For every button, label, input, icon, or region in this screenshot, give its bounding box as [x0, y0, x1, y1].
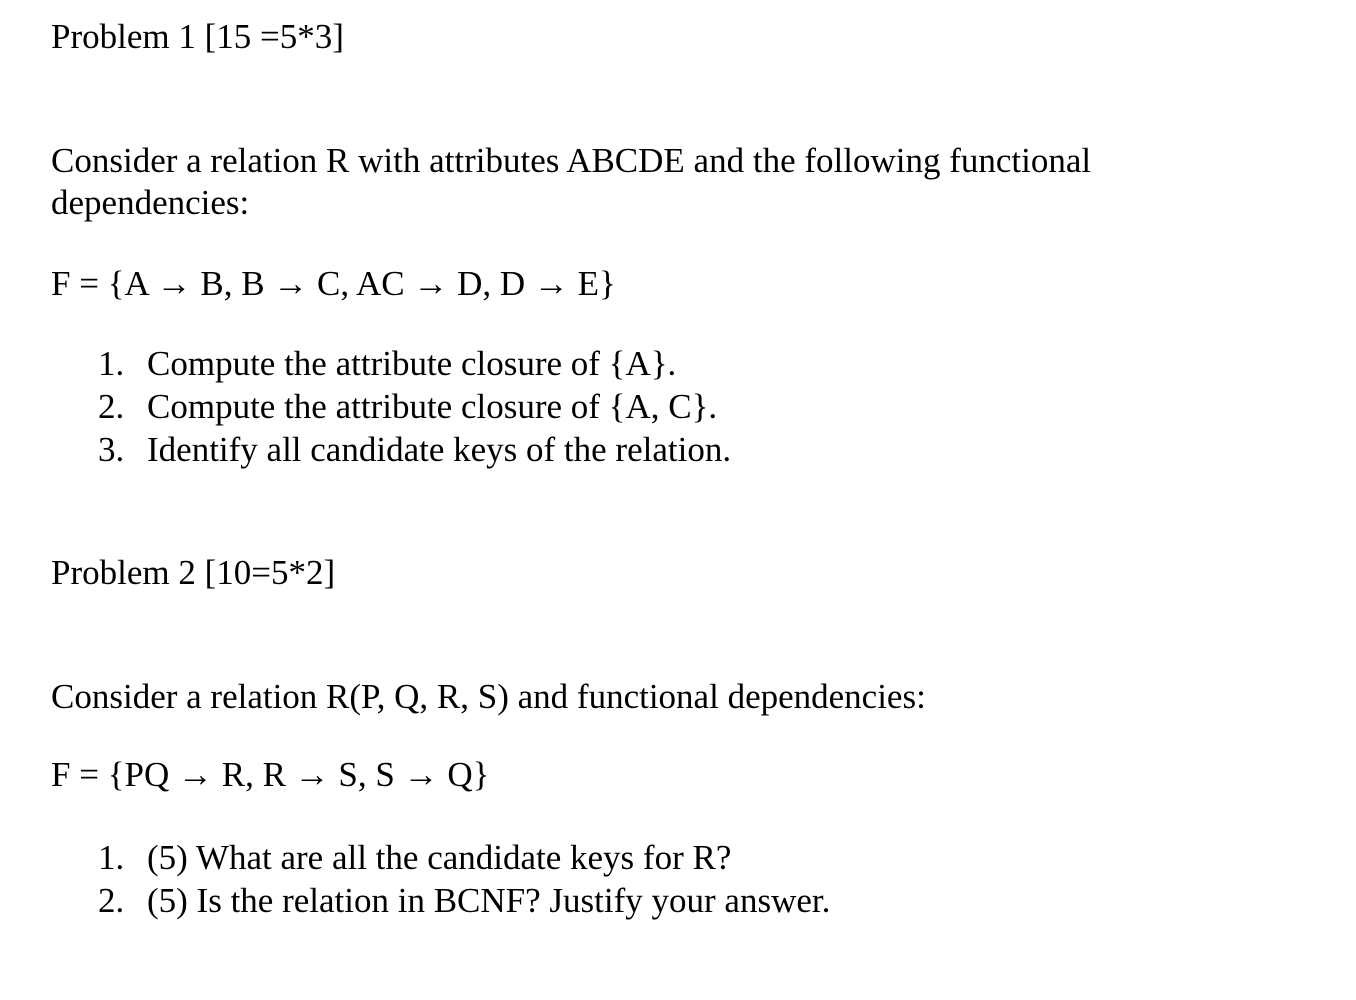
- list-item: [98, 879, 830, 922]
- list-item: [98, 385, 717, 428]
- list-item: [98, 342, 676, 385]
- list-item-number: 1.: [98, 344, 125, 383]
- problem1-heading: Problem 1 [15 =5*3]: [51, 17, 344, 56]
- problem1-intro: Consider a relation R with attributes ABCDE and the following functional dependencies:: [51, 141, 1092, 222]
- problem2-intro: Consider a relation R(P, Q, R, S) and functional dependencies:: [51, 677, 926, 716]
- problem2-fds: F = {PQ → R, R → S, S → Q}: [51, 755, 490, 794]
- list-item-number: 2.: [98, 387, 125, 426]
- list-item-text: (5) What are all the candidate keys for R?: [147, 838, 732, 877]
- list-item: [98, 836, 731, 879]
- list-item-number: 1.: [98, 838, 125, 877]
- list-item-text: Compute the attribute closure of {A, C}.: [147, 387, 718, 426]
- problem2-heading: Problem 2 [10=5*2]: [51, 553, 336, 592]
- list-item: [98, 428, 731, 471]
- problem1-fds: F = {A → B, B → C, AC → D, D → E}: [51, 264, 616, 303]
- list-item-number: 2.: [98, 881, 125, 920]
- list-item-text: (5) Is the relation in BCNF? Justify your answer.: [147, 881, 831, 920]
- list-item-text: Compute the attribute closure of {A}.: [147, 344, 677, 383]
- list-item-text: Identify all candidate keys of the relation.: [147, 430, 732, 469]
- list-item-number: 3.: [98, 430, 125, 469]
